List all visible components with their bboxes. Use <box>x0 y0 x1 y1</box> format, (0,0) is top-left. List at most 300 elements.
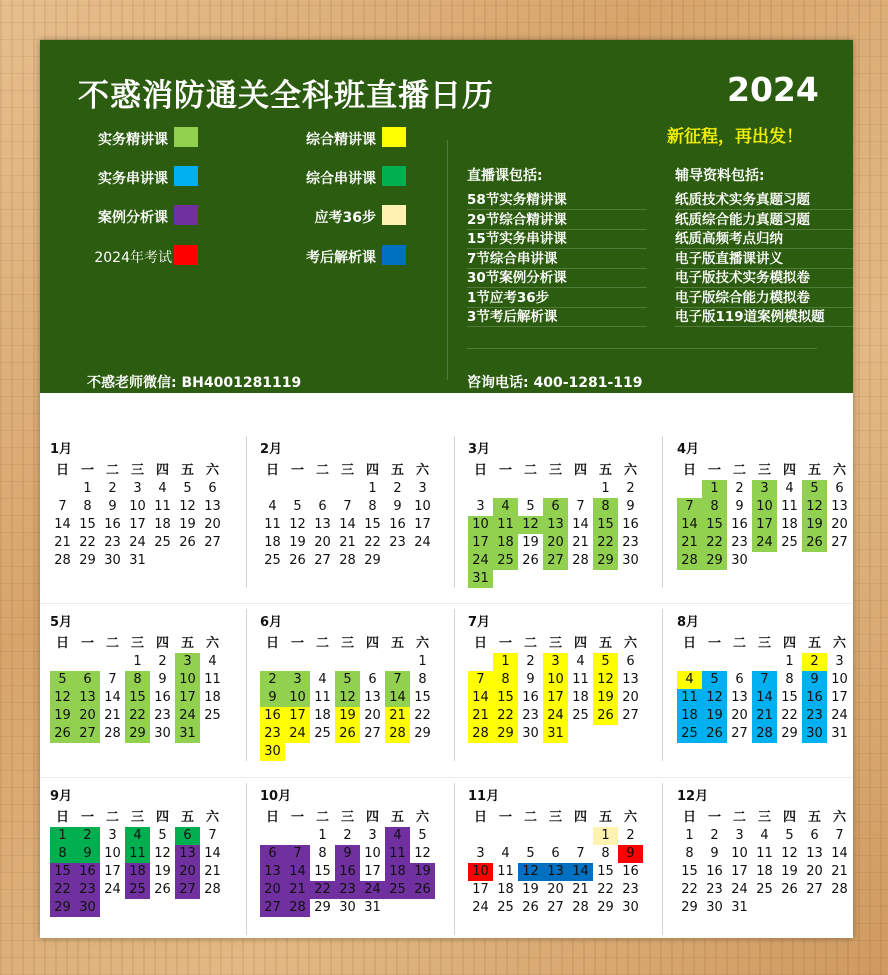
day-cell: 19 <box>410 863 435 881</box>
day-cell: 21 <box>339 535 356 550</box>
day-cell: 18 <box>264 535 281 550</box>
day-cell: 18 <box>385 863 410 881</box>
day-cell: 16 <box>260 707 285 725</box>
day-cell: 22 <box>310 881 335 899</box>
day-cell: 30 <box>154 726 171 741</box>
weekday-label: 三 <box>130 463 144 478</box>
day-cell: 22 <box>493 707 518 725</box>
header-panel <box>40 40 853 393</box>
weekday-label: 一 <box>80 463 94 478</box>
day-cell: 21 <box>831 864 848 879</box>
day-cell: 14 <box>831 846 848 861</box>
weekday-label: 一 <box>707 463 721 478</box>
weekday-label: 五 <box>180 810 194 825</box>
weekday-label: 五 <box>807 810 821 825</box>
weekday-label: 一 <box>498 636 512 651</box>
month-8 <box>677 611 853 766</box>
day-cell: 13 <box>806 846 823 861</box>
divider <box>454 609 455 761</box>
day-cell: 3 <box>476 846 485 861</box>
day-cell: 7 <box>752 671 777 689</box>
weekday-label: 五 <box>598 810 612 825</box>
day-cell: 20 <box>806 864 823 879</box>
day-cell: 4 <box>677 671 702 689</box>
divider <box>246 609 247 761</box>
day-cell: 17 <box>468 534 493 552</box>
day-cell: 11 <box>497 864 514 879</box>
day-cell: 13 <box>204 499 221 514</box>
day-cell: 21 <box>468 707 493 725</box>
day-cell: 11 <box>493 516 518 534</box>
day-cell: 9 <box>802 671 827 689</box>
day-cell: 4 <box>158 481 167 496</box>
weekday-label: 日 <box>682 463 696 478</box>
month-name: 11月 <box>468 789 500 804</box>
day-cell: 31 <box>731 900 748 915</box>
day-cell: 15 <box>681 864 698 879</box>
day-cell: 30 <box>104 553 121 568</box>
day-cell: 1 <box>368 481 377 496</box>
day-cell: 20 <box>314 535 331 550</box>
day-cell: 5 <box>418 828 427 843</box>
day-cell: 3 <box>752 480 777 498</box>
month-name: 4月 <box>677 442 700 457</box>
weekday-label: 五 <box>390 463 404 478</box>
day-cell: 24 <box>175 707 200 725</box>
day-cell: 29 <box>593 552 618 570</box>
day-cell: 17 <box>543 689 568 707</box>
day-cell: 30 <box>260 743 285 761</box>
month-name: 6月 <box>260 615 283 630</box>
day-cell: 30 <box>622 900 639 915</box>
divider <box>454 436 455 588</box>
day-cell: 13 <box>831 499 848 514</box>
day-cell: 23 <box>731 535 748 550</box>
day-cell: 7 <box>468 671 493 689</box>
day-cell: 20 <box>547 882 564 897</box>
weekday-label: 四 <box>782 810 796 825</box>
phone-contact: 咨询电话: 400-1281-119 <box>467 375 643 391</box>
day-cell: 9 <box>735 499 744 514</box>
day-cell: 23 <box>622 882 639 897</box>
day-cell: 19 <box>50 707 75 725</box>
legend-label: 案例分析课 <box>98 210 168 226</box>
day-cell: 19 <box>179 517 196 532</box>
day-cell: 19 <box>335 707 360 725</box>
day-cell: 10 <box>752 498 777 516</box>
day-cell: 7 <box>343 499 352 514</box>
day-cell: 17 <box>175 689 200 707</box>
day-cell: 6 <box>318 499 327 514</box>
weekday-label: 日 <box>265 463 279 478</box>
day-cell: 16 <box>622 864 639 879</box>
legend-item <box>40 166 406 188</box>
day-cell: 26 <box>522 553 539 568</box>
day-cell: 31 <box>468 570 493 588</box>
weekday-label: 一 <box>498 810 512 825</box>
day-cell: 23 <box>104 535 121 550</box>
weekday-label: 三 <box>340 463 354 478</box>
slogan: 新征程，再出发！ <box>667 127 803 147</box>
day-cell: 3 <box>835 654 844 669</box>
divider <box>454 783 455 935</box>
day-cell: 28 <box>204 882 221 897</box>
day-cell: 19 <box>522 535 539 550</box>
month-name: 9月 <box>50 789 73 804</box>
day-cell: 21 <box>104 708 121 723</box>
day-cell: 18 <box>572 690 589 705</box>
calendar-board <box>40 40 853 938</box>
day-cell: 16 <box>104 517 121 532</box>
weekday-label: 二 <box>523 636 537 651</box>
day-cell: 6 <box>735 672 744 687</box>
weekday-label: 一 <box>290 810 304 825</box>
day-cell: 28 <box>339 553 356 568</box>
day-cell: 21 <box>54 535 71 550</box>
day-cell: 3 <box>476 499 485 514</box>
day-cell: 17 <box>414 517 431 532</box>
day-cell: 30 <box>802 725 827 743</box>
day-cell: 8 <box>785 672 794 687</box>
day-cell: 14 <box>468 689 493 707</box>
day-cell: 24 <box>472 900 489 915</box>
day-cell: 2 <box>710 828 719 843</box>
divider <box>662 609 663 761</box>
divider <box>662 783 663 935</box>
month-4 <box>677 438 853 593</box>
day-cell: 17 <box>831 690 848 705</box>
day-cell: 22 <box>681 882 698 897</box>
legend-label: 考后解析课 <box>306 250 376 266</box>
weekday-label: 日 <box>473 463 487 478</box>
weekday-label: 五 <box>180 636 194 651</box>
day-cell: 19 <box>289 535 306 550</box>
weekday-label: 日 <box>265 636 279 651</box>
day-cell: 11 <box>756 846 773 861</box>
day-cell: 15 <box>125 689 150 707</box>
day-cell: 17 <box>752 516 777 534</box>
day-cell: 13 <box>314 517 331 532</box>
weekday-label: 五 <box>180 463 194 478</box>
day-cell: 16 <box>75 863 100 881</box>
day-cell: 7 <box>385 671 410 689</box>
weekday-label: 一 <box>80 810 94 825</box>
day-cell: 20 <box>75 707 100 725</box>
day-cell: 30 <box>75 899 100 917</box>
day-cell: 30 <box>706 900 723 915</box>
day-cell: 12 <box>702 689 727 707</box>
day-cell: 1 <box>133 654 142 669</box>
day-cell: 13 <box>260 863 285 881</box>
live-courses-title: 直播课包括: <box>467 168 543 184</box>
page-title: 不惑消防通关全科班直播日历 <box>78 78 494 114</box>
day-cell: 8 <box>601 846 610 861</box>
day-cell: 19 <box>802 516 827 534</box>
day-cell: 12 <box>518 863 543 881</box>
day-cell: 15 <box>781 690 798 705</box>
day-cell: 22 <box>593 534 618 552</box>
day-cell: 14 <box>677 516 702 534</box>
legend-label: 综合串讲课 <box>306 171 376 187</box>
day-cell: 13 <box>731 690 748 705</box>
day-cell: 4 <box>268 499 277 514</box>
day-cell: 11 <box>677 689 702 707</box>
weekday-label: 六 <box>623 810 637 825</box>
day-cell: 8 <box>50 845 75 863</box>
day-cell: 16 <box>802 689 827 707</box>
day-cell: 15 <box>493 689 518 707</box>
day-cell: 3 <box>418 481 427 496</box>
month-7 <box>468 611 651 766</box>
day-cell: 2 <box>108 481 117 496</box>
day-cell: 28 <box>677 552 702 570</box>
day-cell: 28 <box>831 882 848 897</box>
day-cell: 20 <box>543 534 568 552</box>
day-cell: 22 <box>597 882 614 897</box>
day-cell: 10 <box>543 671 568 689</box>
day-cell: 16 <box>389 517 406 532</box>
day-cell: 19 <box>702 707 727 725</box>
month-12 <box>677 785 853 938</box>
day-cell: 15 <box>702 516 727 534</box>
legend-label: 实务串讲课 <box>98 171 168 187</box>
weekday-label: 三 <box>340 810 354 825</box>
day-cell: 12 <box>335 689 360 707</box>
day-cell: 6 <box>543 498 568 516</box>
legend-label: 综合精讲课 <box>306 132 376 148</box>
weekday-label: 五 <box>807 463 821 478</box>
weekday-label: 四 <box>155 463 169 478</box>
day-cell: 21 <box>677 534 702 552</box>
legend-label: 2024年考试 <box>94 250 172 266</box>
day-cell: 21 <box>285 881 310 899</box>
weekday-label: 六 <box>205 810 219 825</box>
day-cell: 24 <box>468 552 493 570</box>
weekday-label: 三 <box>130 636 144 651</box>
day-cell: 14 <box>204 846 221 861</box>
day-cell: 2 <box>626 481 635 496</box>
weekday-label: 日 <box>682 810 696 825</box>
day-cell: 8 <box>593 498 618 516</box>
day-cell: 27 <box>364 726 381 741</box>
month-3 <box>468 438 651 593</box>
day-cell: 4 <box>493 498 518 516</box>
day-cell: 5 <box>785 828 794 843</box>
weekday-label: 二 <box>105 463 119 478</box>
month-name: 8月 <box>677 615 700 630</box>
legend-item <box>40 245 406 267</box>
weekday-label: 二 <box>315 810 329 825</box>
day-cell: 9 <box>626 499 635 514</box>
weekday-label: 五 <box>390 810 404 825</box>
day-cell: 16 <box>522 690 539 705</box>
month-2 <box>260 438 443 593</box>
day-cell: 3 <box>285 671 310 689</box>
weekday-label: 四 <box>365 810 379 825</box>
day-cell: 26 <box>593 707 618 725</box>
day-cell: 28 <box>572 553 589 568</box>
weekday-label: 四 <box>365 636 379 651</box>
day-cell: 31 <box>543 725 568 743</box>
day-cell: 5 <box>293 499 302 514</box>
weekday-label: 日 <box>473 636 487 651</box>
day-cell: 10 <box>468 863 493 881</box>
weekday-label: 二 <box>732 636 746 651</box>
legend-swatch <box>382 205 406 225</box>
day-cell: 7 <box>677 498 702 516</box>
day-cell: 5 <box>526 499 535 514</box>
month-1 <box>50 438 233 593</box>
day-cell: 24 <box>285 725 310 743</box>
day-cell: 31 <box>831 726 848 741</box>
day-cell: 12 <box>781 846 798 861</box>
day-cell: 23 <box>522 708 539 723</box>
day-cell: 27 <box>547 900 564 915</box>
day-cell: 25 <box>572 708 589 723</box>
weekday-label: 五 <box>807 636 821 651</box>
day-cell: 12 <box>518 516 543 534</box>
day-cell: 2 <box>75 827 100 845</box>
day-cell: 22 <box>79 535 96 550</box>
day-cell: 4 <box>785 481 794 496</box>
day-cell: 3 <box>133 481 142 496</box>
day-cell: 18 <box>314 708 331 723</box>
day-cell: 3 <box>735 828 744 843</box>
day-cell: 1 <box>593 827 618 845</box>
day-cell: 10 <box>104 846 121 861</box>
day-cell: 15 <box>79 517 96 532</box>
day-cell: 29 <box>781 726 798 741</box>
day-cell: 26 <box>702 725 727 743</box>
day-cell: 18 <box>756 864 773 879</box>
month-name: 5月 <box>50 615 73 630</box>
day-cell: 28 <box>752 725 777 743</box>
divider <box>40 777 853 778</box>
legend-swatch <box>382 166 406 186</box>
day-cell: 12 <box>154 846 171 861</box>
weekday-label: 六 <box>623 636 637 651</box>
day-cell: 21 <box>572 535 589 550</box>
weekday-label: 四 <box>573 636 587 651</box>
day-cell: 5 <box>702 671 727 689</box>
day-cell: 26 <box>335 725 360 743</box>
live-course-item: 3节考后解析课 <box>467 305 647 327</box>
day-cell: 23 <box>802 707 827 725</box>
weekday-label: 三 <box>548 636 562 651</box>
day-cell: 7 <box>835 828 844 843</box>
day-cell: 29 <box>597 900 614 915</box>
day-cell: 14 <box>285 863 310 881</box>
day-cell: 22 <box>50 881 75 899</box>
day-cell: 26 <box>781 882 798 897</box>
day-cell: 22 <box>125 707 150 725</box>
day-cell: 10 <box>175 671 200 689</box>
day-cell: 7 <box>108 672 117 687</box>
weekday-label: 日 <box>682 636 696 651</box>
day-cell: 11 <box>154 499 171 514</box>
day-cell: 24 <box>731 882 748 897</box>
weekday-label: 一 <box>707 636 721 651</box>
day-cell: 9 <box>108 499 117 514</box>
day-cell: 10 <box>831 672 848 687</box>
day-cell: 8 <box>83 499 92 514</box>
day-cell: 25 <box>314 726 331 741</box>
day-cell: 9 <box>710 846 719 861</box>
day-cell: 21 <box>752 707 777 725</box>
weekday-label: 三 <box>757 636 771 651</box>
legend-label: 实务精讲课 <box>98 132 168 148</box>
live-course-item: 58节实务精讲课 <box>467 188 647 210</box>
day-cell: 3 <box>108 828 117 843</box>
day-cell: 31 <box>175 725 200 743</box>
day-cell: 23 <box>335 881 360 899</box>
weekday-label: 一 <box>290 463 304 478</box>
day-cell: 12 <box>414 846 431 861</box>
weekday-label: 一 <box>498 463 512 478</box>
day-cell: 12 <box>179 499 196 514</box>
weekday-label: 四 <box>573 810 587 825</box>
day-cell: 24 <box>414 535 431 550</box>
day-cell: 28 <box>285 899 310 917</box>
day-cell: 19 <box>154 864 171 879</box>
day-cell: 22 <box>414 708 431 723</box>
day-cell: 11 <box>385 845 410 863</box>
day-cell: 17 <box>472 882 489 897</box>
day-cell: 25 <box>756 882 773 897</box>
day-cell: 8 <box>685 846 694 861</box>
day-cell: 6 <box>208 481 217 496</box>
day-cell: 2 <box>343 828 352 843</box>
day-cell: 4 <box>208 654 217 669</box>
weekday-label: 三 <box>757 810 771 825</box>
day-cell: 11 <box>204 672 221 687</box>
day-cell: 1 <box>702 480 727 498</box>
month-10 <box>260 785 443 938</box>
weekday-label: 日 <box>55 810 69 825</box>
day-cell: 7 <box>576 499 585 514</box>
weekday-label: 三 <box>130 810 144 825</box>
month-name: 2月 <box>260 442 283 457</box>
divider <box>662 436 663 588</box>
day-cell: 28 <box>385 725 410 743</box>
weekday-label: 二 <box>105 636 119 651</box>
day-cell: 18 <box>125 863 150 881</box>
day-cell: 15 <box>364 517 381 532</box>
day-cell: 8 <box>418 672 427 687</box>
day-cell: 2 <box>158 654 167 669</box>
day-cell: 7 <box>285 845 310 863</box>
weekday-label: 六 <box>205 463 219 478</box>
day-cell: 6 <box>835 481 844 496</box>
day-cell: 17 <box>364 864 381 879</box>
day-cell: 9 <box>618 845 643 863</box>
day-cell: 25 <box>497 900 514 915</box>
day-cell: 31 <box>364 900 381 915</box>
day-cell: 20 <box>622 690 639 705</box>
day-cell: 15 <box>50 863 75 881</box>
year-label: 2024 <box>727 70 819 109</box>
day-cell: 4 <box>501 846 510 861</box>
day-cell: 6 <box>75 671 100 689</box>
day-cell: 29 <box>702 552 727 570</box>
day-cell: 6 <box>551 846 560 861</box>
day-cell: 12 <box>802 498 827 516</box>
day-cell: 5 <box>802 480 827 498</box>
weekday-label: 二 <box>315 636 329 651</box>
weekday-label: 四 <box>365 463 379 478</box>
day-cell: 11 <box>572 672 589 687</box>
weekday-label: 五 <box>390 636 404 651</box>
